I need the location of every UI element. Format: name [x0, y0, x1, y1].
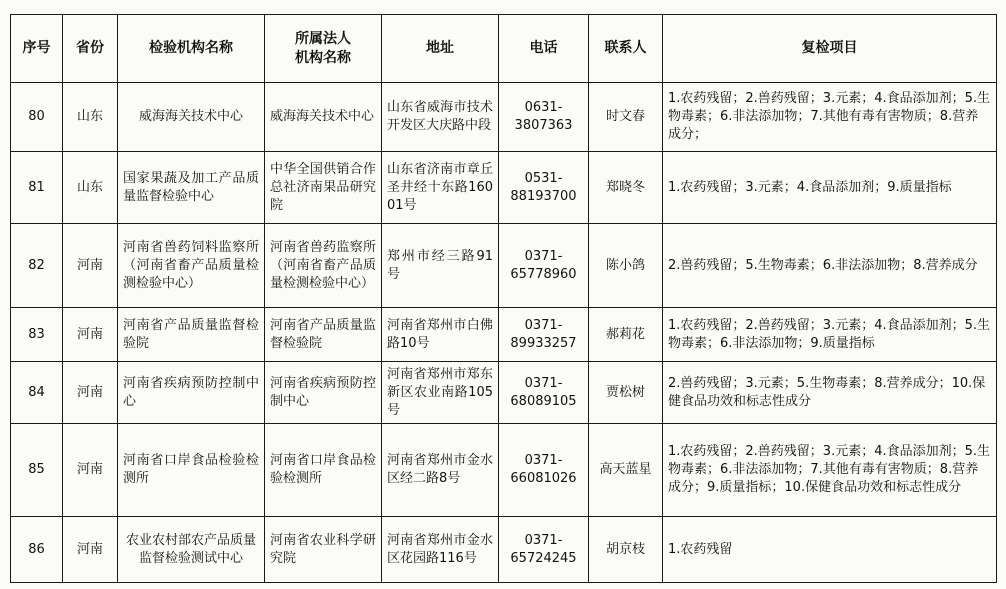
- table-row: [11, 308, 997, 362]
- cell-phone: 0371- 89933257: [499, 308, 589, 362]
- cell-legal-entity: 威海海关技术中心: [265, 83, 382, 152]
- cell-contact: 郑晓冬: [589, 152, 663, 224]
- cell-contact: 贾松树: [589, 362, 663, 424]
- cell-legal-entity: 河南省农业科学研究院: [265, 517, 382, 583]
- cell-legal-entity: 河南省产品质量监督检验院: [265, 308, 382, 362]
- header-province: 省份: [63, 15, 118, 83]
- cell-province: 河南: [63, 424, 118, 517]
- cell-phone: 0631- 3807363: [499, 83, 589, 152]
- cell-items: 2.兽药残留；3.元素；5.生物毒素；8.营养成分；10.保健食品功效和标志性成分: [663, 362, 997, 424]
- cell-address: 郑州市经三路91号: [382, 224, 499, 308]
- table-row: [11, 152, 997, 224]
- cell-contact: 高天蓝星: [589, 424, 663, 517]
- table-row: [11, 424, 997, 517]
- cell-phone: 0531- 88193700: [499, 152, 589, 224]
- cell-institution: 河南省口岸食品检验检测所: [118, 424, 265, 517]
- cell-province: 山东: [63, 83, 118, 152]
- cell-items: 1.农药残留；2.兽药残留；3.元素；4.食品添加剂；5.生物毒素；6.非法添加物；7.其他有毒有害物质；8.营养成分；9.质量指标；10.保健食品功效和标志性成分: [663, 424, 997, 517]
- cell-province: 河南: [63, 362, 118, 424]
- cell-no: 85: [11, 424, 63, 517]
- table-row: [11, 362, 997, 424]
- cell-institution: 河南省疾病预防控制中心: [118, 362, 265, 424]
- cell-legal-entity: 中华全国供销合作总社济南果品研究院: [265, 152, 382, 224]
- cell-legal-entity: 河南省兽药监察所（河南省畜产品质量检测检验中心）: [265, 224, 382, 308]
- cell-institution: 威海海关技术中心: [118, 83, 265, 152]
- cell-province: 河南: [63, 224, 118, 308]
- cell-address: 河南省郑州市金水区花园路116号: [382, 517, 499, 583]
- cell-contact: 郝莉花: [589, 308, 663, 362]
- cell-phone: 0371- 68089105: [499, 362, 589, 424]
- cell-phone: 0371- 65778960: [499, 224, 589, 308]
- cell-no: 83: [11, 308, 63, 362]
- cell-institution: 河南省兽药饲料监察所（河南省畜产品质量检测检验中心）: [118, 224, 265, 308]
- cell-address: 河南省郑州市郑东新区农业南路105号: [382, 362, 499, 424]
- cell-institution: 农业农村部农产品质量监督检验测试中心: [118, 517, 265, 583]
- cell-province: 河南: [63, 308, 118, 362]
- header-phone: 电话: [499, 15, 589, 83]
- cell-phone: 0371- 66081026: [499, 424, 589, 517]
- cell-institution: 河南省产品质量监督检验院: [118, 308, 265, 362]
- header-items: 复检项目: [663, 15, 997, 83]
- header-row: [11, 15, 997, 83]
- header-institution: 检验机构名称: [118, 15, 265, 83]
- header-address: 地址: [382, 15, 499, 83]
- cell-phone: 0371- 65724245: [499, 517, 589, 583]
- cell-address: 河南省郑州市白佛路10号: [382, 308, 499, 362]
- cell-items: 1.农药残留；2.兽药残留；3.元素；4.食品添加剂；5.生物毒素；6.非法添加物；9.质量指标: [663, 308, 997, 362]
- cell-institution: 国家果蔬及加工产品质量监督检验中心: [118, 152, 265, 224]
- cell-no: 81: [11, 152, 63, 224]
- table-row: [11, 83, 997, 152]
- cell-no: 86: [11, 517, 63, 583]
- cell-address: 山东省济南市章丘圣井经十东路16001号: [382, 152, 499, 224]
- cell-contact: 陈小鸽: [589, 224, 663, 308]
- cell-legal-entity: 河南省疾病预防控制中心: [265, 362, 382, 424]
- cell-no: 82: [11, 224, 63, 308]
- cell-contact: 胡京枝: [589, 517, 663, 583]
- cell-province: 河南: [63, 517, 118, 583]
- cell-address: 河南省郑州市金水区经二路8号: [382, 424, 499, 517]
- header-legal-entity: 所属法人 机构名称: [265, 15, 382, 83]
- cell-items: 1.农药残留；3.元素；4.食品添加剂；9.质量指标: [663, 152, 997, 224]
- cell-legal-entity: 河南省口岸食品检验检测所: [265, 424, 382, 517]
- table-row: [11, 224, 997, 308]
- cell-province: 山东: [63, 152, 118, 224]
- inspection-institution-table: [10, 14, 997, 583]
- table-row: [11, 517, 997, 583]
- cell-no: 84: [11, 362, 63, 424]
- cell-items: 1.农药残留；2.兽药残留；3.元素；4.食品添加剂；5.生物毒素；6.非法添加物；7.其他有毒有害物质；8.营养成分；: [663, 83, 997, 152]
- cell-items: 2.兽药残留；5.生物毒素；6.非法添加物；8.营养成分: [663, 224, 997, 308]
- cell-contact: 时文春: [589, 83, 663, 152]
- header-no: 序号: [11, 15, 63, 83]
- cell-no: 80: [11, 83, 63, 152]
- header-contact: 联系人: [589, 15, 663, 83]
- cell-items: 1.农药残留: [663, 517, 997, 583]
- cell-address: 山东省威海市技术开发区大庆路中段: [382, 83, 499, 152]
